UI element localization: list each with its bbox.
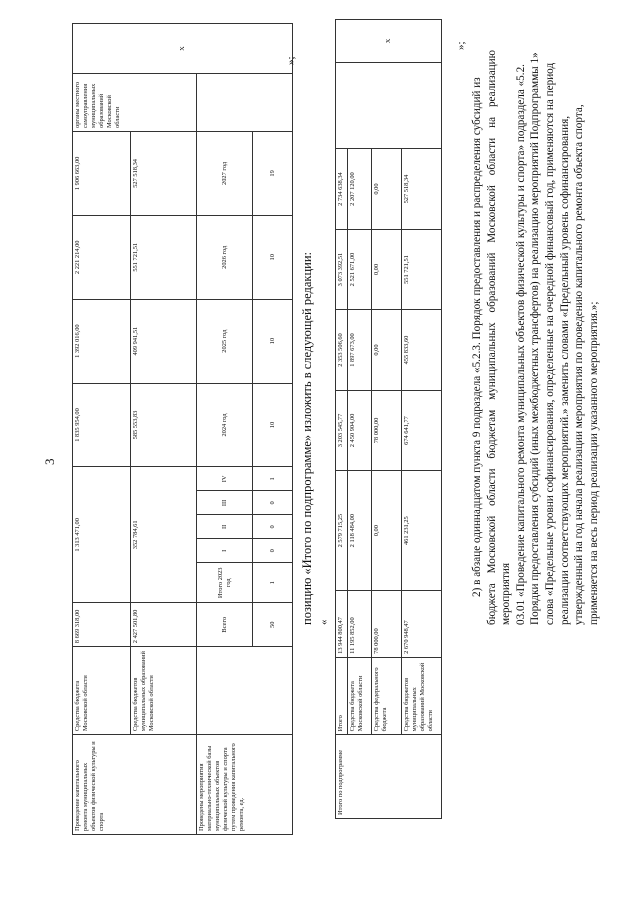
year-2026-cell: 2 521 671,00 bbox=[348, 229, 372, 309]
event-name-cell: Проведены мероприятия материально-технической базы муниципальных объектов физической культуры и спорта путем проведения капитального ремонта, ед. bbox=[197, 735, 293, 835]
value-2023: 1 bbox=[253, 563, 293, 603]
year-2023-cell: 0,00 bbox=[372, 471, 402, 591]
total-cell: 8 669 318,00 bbox=[73, 603, 131, 647]
year-2027-cell: 2 207 120,00 bbox=[348, 149, 372, 229]
year-2023-cell: 2 579 715,25 bbox=[336, 471, 348, 591]
subprogram-label: Итого по подпрограмме bbox=[336, 735, 442, 819]
year-2026-cell: 3 073 392,51 bbox=[336, 229, 348, 309]
year-2027-cell: 0,00 bbox=[372, 149, 402, 229]
funding-source-cell: Итого bbox=[336, 657, 348, 735]
empty-cell bbox=[197, 74, 293, 132]
paragraph-line: бюджета Московской области бюджетам муниципальных образований Московской области на реализацию мероприятия bbox=[485, 50, 513, 625]
header-total: Всего bbox=[197, 603, 253, 647]
table-row bbox=[73, 24, 131, 835]
table-row bbox=[131, 24, 197, 835]
funding-source-cell: Средства бюджетов муниципальных образований Московской области bbox=[131, 647, 197, 735]
year-2027-cell: 527 518,34 bbox=[131, 131, 197, 215]
header-2027: 2027 год bbox=[197, 131, 253, 215]
funding-source-cell: Средства бюджета Московской области bbox=[348, 657, 372, 735]
year-2027-cell: 1 906 663,00 bbox=[73, 131, 131, 215]
year-2024-cell: 2 450 904,00 bbox=[348, 390, 372, 470]
funding-source-cell: Средства бюджетов муниципальных образований Московской области bbox=[402, 657, 442, 735]
total-cell: 11 195 852,00 bbox=[348, 591, 372, 658]
paragraph-line: реализации соответствующих мероприятий.» заменить словами «Предельный уровень софинансирования, bbox=[558, 115, 571, 625]
empty-cell bbox=[336, 62, 442, 148]
year-2024-cell: 674 641,77 bbox=[402, 390, 442, 470]
table-row bbox=[197, 24, 253, 835]
paragraph-line: 2) в абзаце одиннадцатом пункта 9 подраздела «5.2.3. Порядок предоставления и распределения субсидий из bbox=[471, 77, 483, 597]
funding-source-cell: Средства федерального бюджета bbox=[372, 657, 402, 735]
year-2026-cell: 2 221 214,00 bbox=[73, 215, 131, 299]
section-heading: позицию «Итого по подпрограмме» изложить в следующей редакции: bbox=[300, 252, 314, 625]
paragraph-line: Порядки предоставления субсидий (иных межбюджетных трансфертов) на реализацию мероприятий Подпрограммы 1» bbox=[529, 52, 542, 625]
year-2025-cell: 2 353 506,60 bbox=[336, 310, 348, 390]
year-2025-cell: 1 392 016,00 bbox=[73, 299, 131, 383]
total-cell: 13 944 800,47 bbox=[336, 591, 348, 658]
year-2025-cell: 0,00 bbox=[372, 310, 402, 390]
year-2023-cell: 2 118 484,00 bbox=[348, 471, 372, 591]
header-2025: 2025 год bbox=[197, 299, 253, 383]
x-mark-cell: X bbox=[73, 24, 293, 74]
header-2024: 2024 год bbox=[197, 383, 253, 467]
header-q4: IV bbox=[197, 467, 253, 491]
paragraph-line: 03.01 «Проведение капитального ремонта муниципальных объектов физической культуры и спорта» подраздела «5.2. bbox=[514, 64, 527, 625]
year-2024-cell: 78 000,00 bbox=[372, 390, 402, 470]
value-q3: 0 bbox=[253, 491, 293, 515]
year-2027-cell: 527 518,34 bbox=[402, 149, 442, 229]
total-cell: 78 000,00 bbox=[372, 591, 402, 658]
value-2026: 10 bbox=[253, 215, 293, 299]
amendment-paragraph bbox=[470, 50, 601, 625]
year-2023-cell: 1 313 471,00 bbox=[73, 467, 131, 603]
year-2027-cell: 2 734 638,34 bbox=[336, 149, 348, 229]
table-row bbox=[336, 20, 348, 819]
year-2026-cell: 551 721,51 bbox=[131, 215, 197, 299]
event-name-cell: Проведение капитального ремонта муниципальных объектов физической культуры и спорта bbox=[73, 735, 197, 835]
page-number: 3 bbox=[42, 458, 57, 465]
total-cell: 2 670 948,47 bbox=[402, 591, 442, 658]
value-q2: 0 bbox=[253, 515, 293, 539]
subprogram-totals-table bbox=[335, 19, 442, 819]
opening-quote: « bbox=[318, 619, 330, 625]
year-2025-cell: 1 897 673,00 bbox=[348, 310, 372, 390]
value-total: 50 bbox=[253, 603, 293, 647]
value-2027: 19 bbox=[253, 131, 293, 215]
header-2026: 2026 год bbox=[197, 215, 253, 299]
program-events-table bbox=[72, 23, 293, 835]
table1-closing-quote: »; bbox=[285, 56, 297, 65]
paragraph-line: применяется на весь период реализации указанного мероприятия.»; bbox=[587, 301, 600, 625]
year-2024-cell: 585 553,83 bbox=[131, 383, 197, 467]
paragraph-line: слова «Предельные уровни софинансирования, определенные на очередной финансовый год, применяются на период bbox=[543, 62, 556, 625]
header-2023: Итого 2023 год bbox=[197, 563, 253, 603]
year-2023-cell: 352 784,61 bbox=[131, 467, 197, 603]
year-2026-cell: 0,00 bbox=[372, 229, 402, 309]
year-2024-cell: 1 835 954,00 bbox=[73, 383, 131, 467]
funding-source-cell: Средства бюджета Московской области bbox=[73, 647, 131, 735]
value-q1: 0 bbox=[253, 539, 293, 563]
header-q3: III bbox=[197, 491, 253, 515]
table2-closing-quote: »; bbox=[455, 41, 467, 50]
paragraph-line: утвержденный на год начала реализации мероприятия по проведению капитального ремонта объекта спорта, bbox=[573, 104, 586, 625]
year-2026-cell: 551 721,51 bbox=[402, 229, 442, 309]
value-q4: 1 bbox=[253, 467, 293, 491]
header-q1: I bbox=[197, 539, 253, 563]
value-2024: 10 bbox=[253, 383, 293, 467]
year-2024-cell: 3 203 545,77 bbox=[336, 390, 348, 470]
empty-cell bbox=[197, 647, 293, 735]
year-2023-cell: 461 231,25 bbox=[402, 471, 442, 591]
total-cell: 2 427 501,80 bbox=[131, 603, 197, 647]
x-mark-cell: X bbox=[336, 20, 442, 63]
header-q2: II bbox=[197, 515, 253, 539]
year-2025-cell: 409 941,51 bbox=[131, 299, 197, 383]
value-2025: 10 bbox=[253, 299, 293, 383]
responsible-cell: органы местного самоуправления муниципальных образований Московской области bbox=[73, 74, 197, 132]
year-2025-cell: 455 833,60 bbox=[402, 310, 442, 390]
